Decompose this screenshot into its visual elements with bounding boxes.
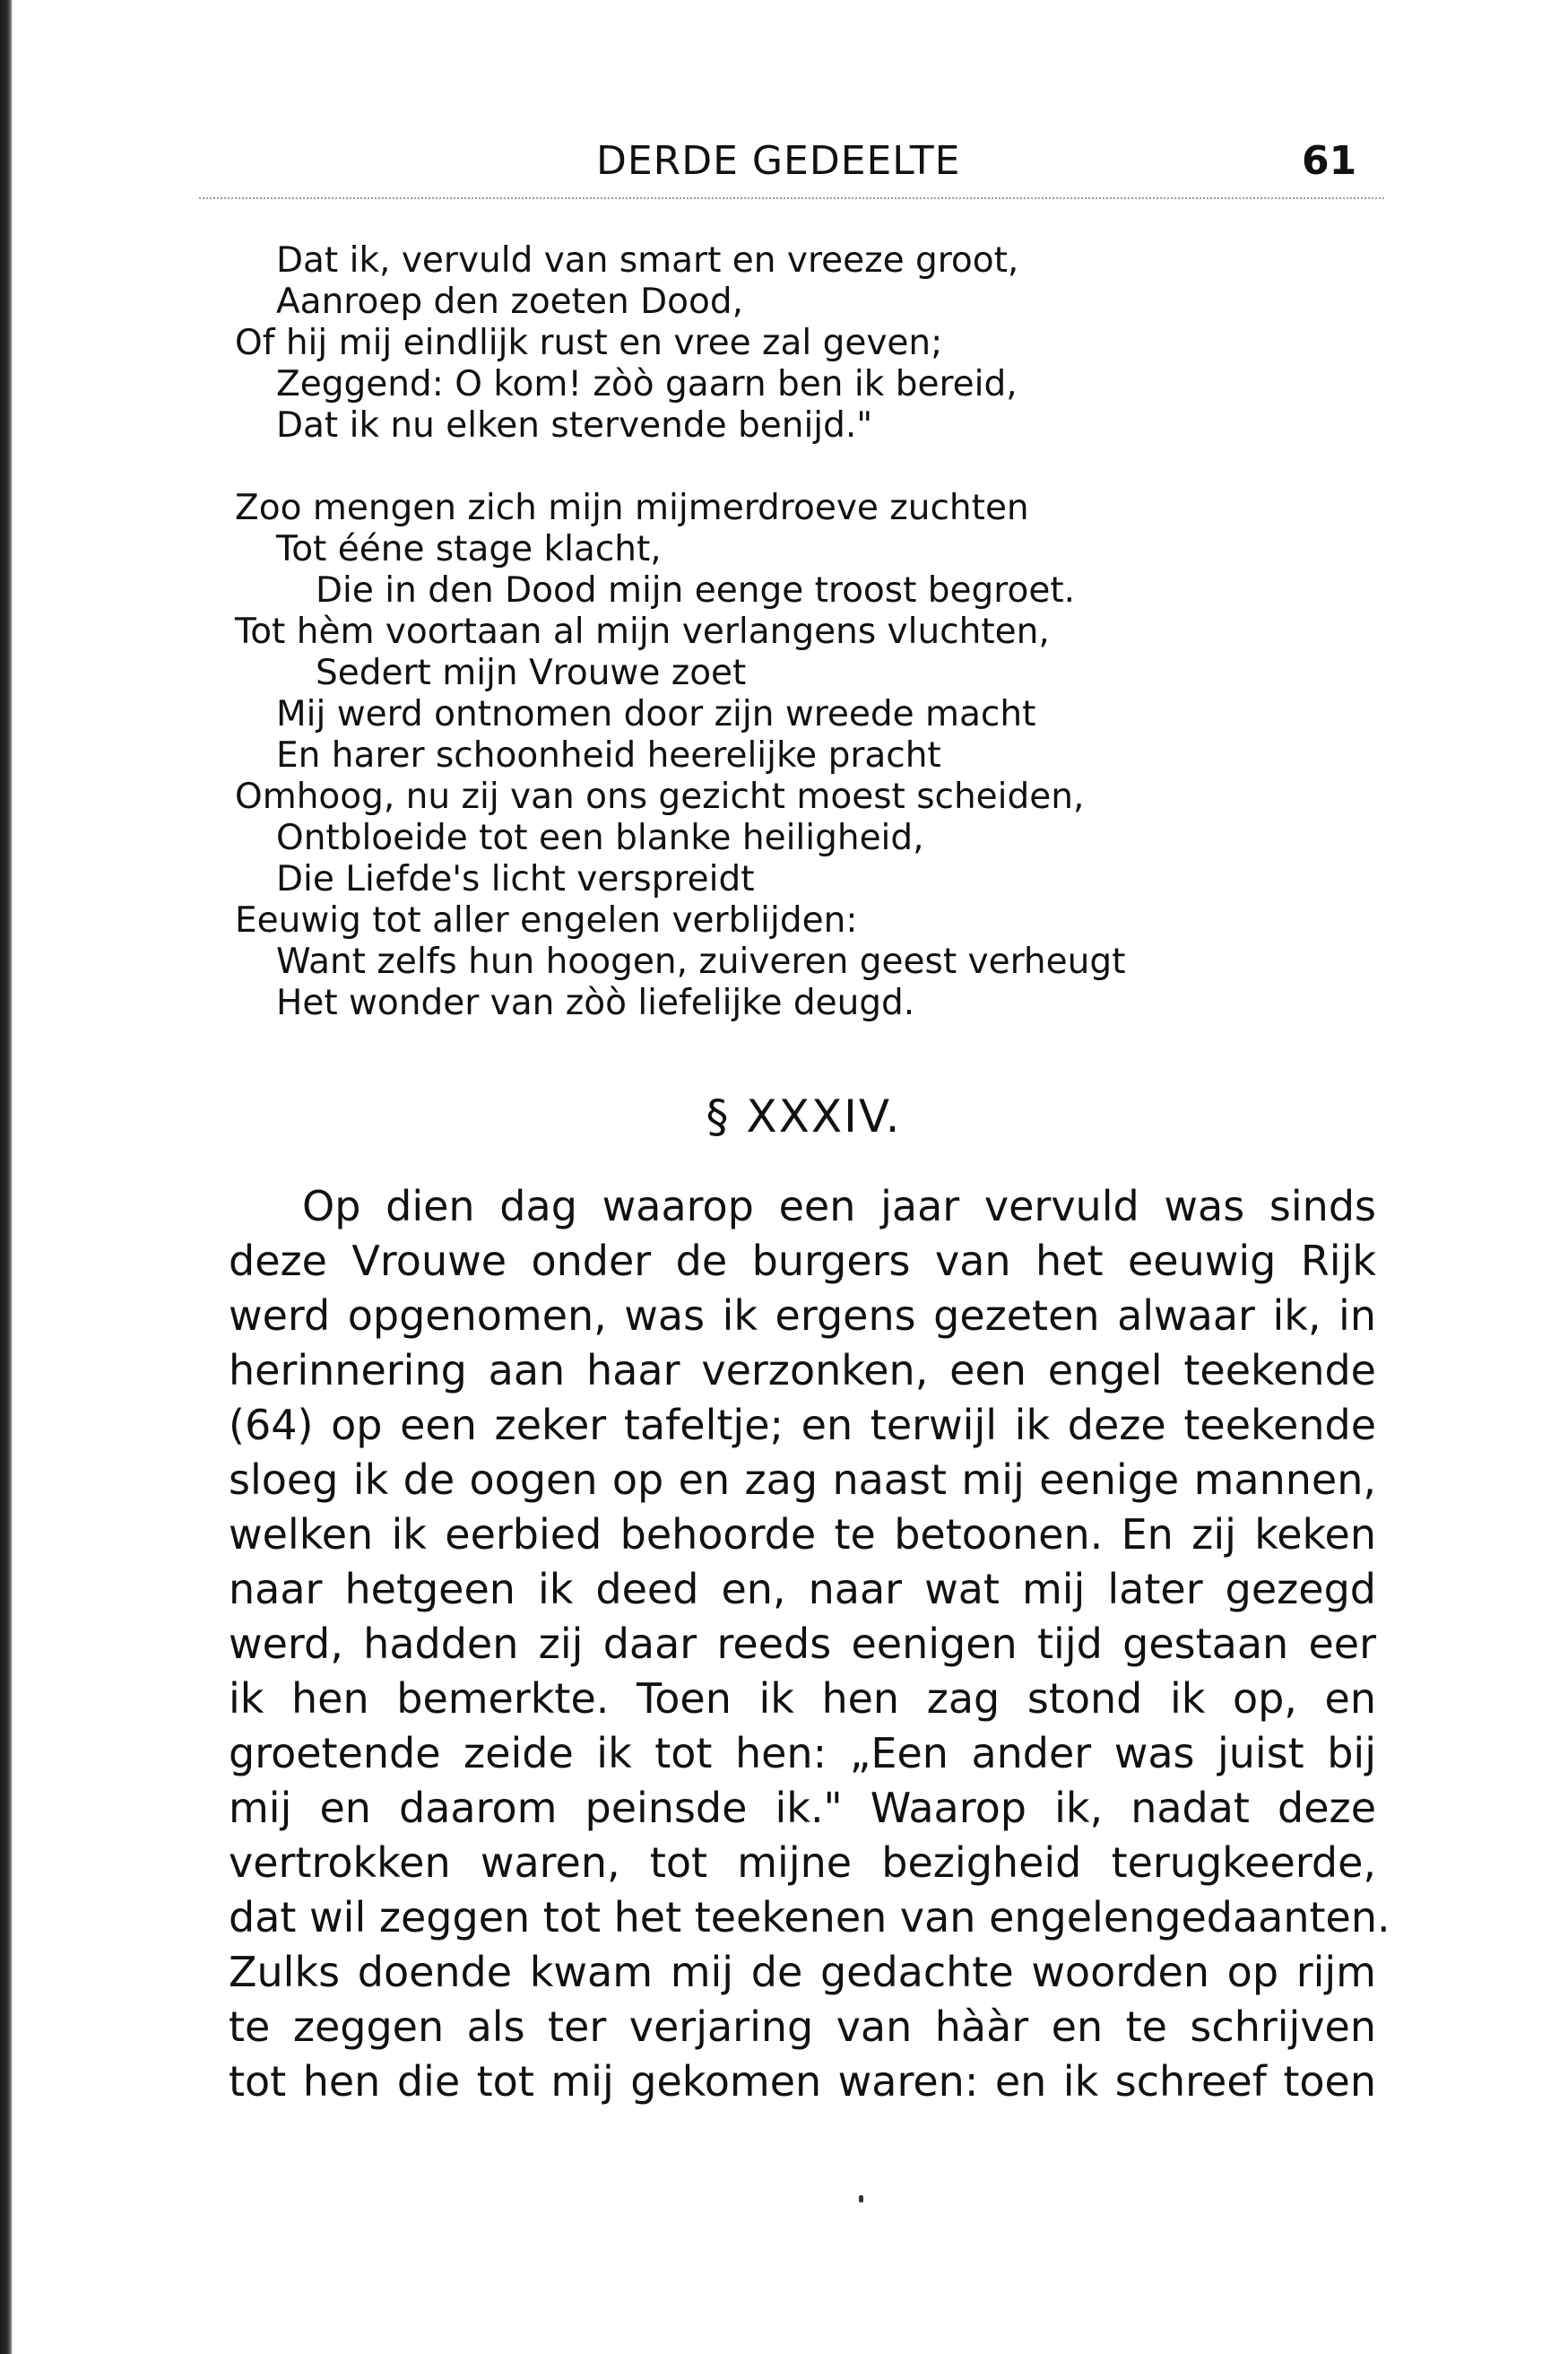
- prose-line: werd opgenomen, was ik ergens gezeten alwaar ik, in: [229, 1291, 1376, 1340]
- poem-line: Die Liefde's licht verspreidt: [276, 859, 755, 899]
- poem-line: Ontbloeide tot een blanke heiligheid,: [276, 818, 924, 858]
- ink-speck: [859, 2195, 863, 2202]
- poem-line: Tot ééne stage klacht,: [276, 529, 662, 569]
- poem-line: Dat ik nu elken stervende benijd.": [276, 405, 873, 446]
- poem-line: Tot hèm voortaan al mijn verlangens vluchten,: [235, 612, 1050, 652]
- prose-line: mij en daarom peinsde ik." Waarop ik, nadat deze: [229, 1784, 1376, 1832]
- prose-line: tot hen die tot mij gekomen waren: en ik schreef toen: [229, 2057, 1376, 2106]
- prose-paragraph: [229, 1179, 1390, 2109]
- poem-line: Die in den Dood mijn eenge troost begroet.: [316, 570, 1076, 611]
- poem-line: Mij werd ontnomen door zijn wreede macht: [276, 694, 1036, 734]
- poem-line: Sedert mijn Vrouwe zoet: [316, 653, 747, 693]
- poem-line: Of hij mij eindlijk rust en vree zal geven;: [235, 323, 943, 363]
- section-heading: [0, 1090, 1568, 1143]
- poem-line: Het wonder van zòò liefelijke deugd.: [276, 983, 915, 1023]
- poem-line: Want zelfs hun hoogen, zuiveren geest verheugt: [276, 942, 1126, 982]
- prose-line: groetende zeide ik tot hen: „Een ander was juist bij: [229, 1729, 1376, 1777]
- poem: [0, 240, 1568, 1024]
- poem-line: En harer schoonheid heerelijke pracht: [276, 735, 941, 776]
- poem-line: Omhoog, nu zij van ons gezicht moest scheiden,: [235, 777, 1085, 817]
- prose-line: (64) op een zeker tafeltje; en terwijl ik deze teekende: [229, 1401, 1376, 1449]
- page-number: 61: [1302, 138, 1357, 184]
- prose-line: herinnering aan haar verzonken, een engel teekende: [229, 1346, 1376, 1394]
- running-head: DERDE GEDEELTE: [596, 138, 961, 184]
- poem-line: Zeggend: O kom! zòò gaarn ben ik bereid,: [276, 364, 1018, 404]
- header-rule: [199, 197, 1384, 199]
- prose-line: welken ik eerbied behoorde te betoonen. En zij keken: [229, 1510, 1376, 1559]
- section-heading-text: § XXXIV.: [706, 1090, 902, 1142]
- prose-line: werd, hadden zij daar reeds eenigen tijd gestaan eer: [229, 1620, 1376, 1668]
- prose-line: sloeg ik de oogen op en zag naast mij eenige mannen,: [229, 1455, 1376, 1504]
- poem-line: Zoo mengen zich mijn mijmerdroeve zuchten: [235, 488, 1029, 528]
- stanza-gap: [0, 447, 1568, 488]
- prose-line: naar hetgeen ik deed en, naar wat mij later gezegd: [229, 1565, 1376, 1613]
- prose-line: Op dien dag waarop een jaar vervuld was sinds: [302, 1182, 1376, 1230]
- prose-line: vertrokken waren, tot mijne bezigheid terugkeerde,: [229, 1838, 1376, 1887]
- poem-line: Dat ik, vervuld van smart en vreeze groot,: [276, 240, 1019, 281]
- prose-line: dat wil zeggen tot het teekenen van engelengedaanten.: [229, 1893, 1390, 1941]
- poem-line: Aanroep den zoeten Dood,: [276, 282, 743, 322]
- poem-line: Eeuwig tot aller engelen verblijden:: [235, 900, 858, 941]
- prose-line: Zulks doende kwam mij de gedachte woorden op rijm: [229, 1948, 1376, 1996]
- prose-line: ik hen bemerkte. Toen ik hen zag stond ik op, en: [229, 1674, 1376, 1723]
- prose-line: deze Vrouwe onder de burgers van het eeuwig Rijk: [229, 1237, 1376, 1285]
- prose-line: te zeggen als ter verjaring van hààr en te schrijven: [229, 2002, 1376, 2051]
- page-header: [0, 135, 1568, 188]
